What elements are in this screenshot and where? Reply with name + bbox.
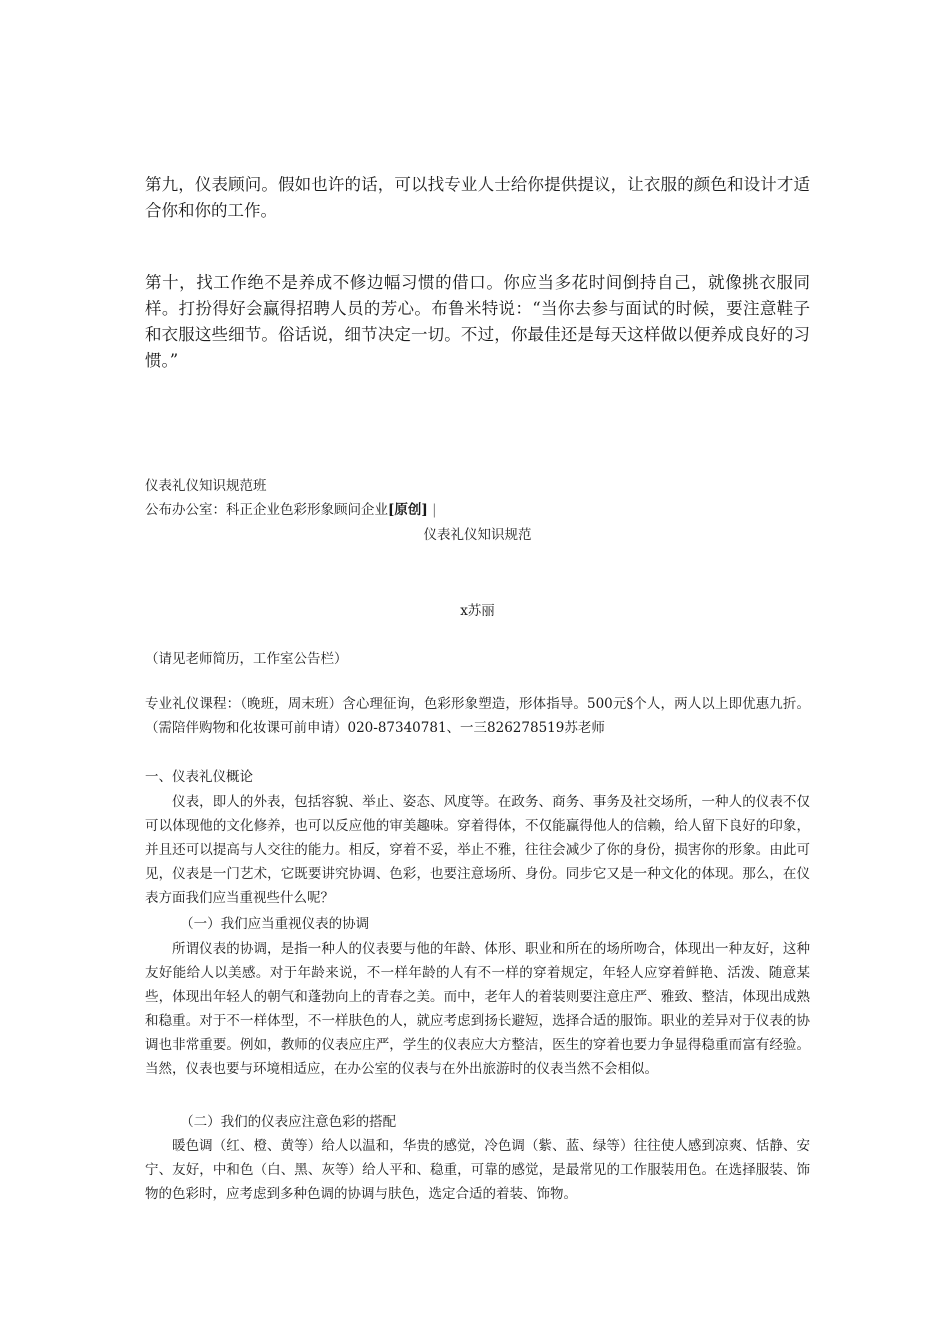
- author: x苏丽: [460, 603, 495, 619]
- publisher-prefix: 公布办公室：科正企业色彩形象顾问企业: [145, 502, 388, 518]
- course-title: 仪表礼仪知识规范班: [145, 478, 267, 494]
- resume-note: （请见老师简历，工作室公告栏）: [145, 651, 348, 667]
- subsection-2-body: 暖色调（红、橙、黄等）给人以温和，华贵的感觉，冷色调（紫、蓝、绿等）往往使人感到凉爽、恬静、安宁、友好，中和色（白、黑、灰等）给人平和、稳重，可靠的感觉，是最常见的工作服装用色。在选择服装、饰物的色彩时，应考虑到多种色调的协调与肤色，选定合适的着装、饰物。: [145, 1138, 810, 1202]
- subsection-1-body: 所谓仪表的协调，是指一种人的仪表要与他的年龄、体形、职业和所在的场所吻合，体现出一种友好，这种友好能给人以美感。对于年龄来说，不一样年龄的人有不一样的穿着规定，年轻人应穿着鲜艳、活泼、随意某些，体现出年轻人的朝气和蓬勃向上的青春之美。而中，老年人的着装则要注意庄严、雅致、整洁，体现出成熟和稳重。对于不一样体型，不一样肤色的人，就应考虑到扬长避短，选择合适的服饰。职业的差异对于仪表的协调也非常重要。例如，教师的仪表应庄严，学生的仪表应大方整洁，医生的穿着也要力争显得稳重而富有经验。当然，仪表也要与环境相适应，在办公室的仪表与在外出旅游时的仪表当然不会相似。: [145, 941, 810, 1077]
- subsection-2-heading: （二）我们的仪表应注意色彩的搭配: [180, 1114, 397, 1130]
- doc-title: 仪表礼仪知识规范: [423, 527, 532, 543]
- section-intro: 仪表，即人的外表，包括容貌、举止、姿态、风度等。在政务、商务、事务及社交场所，一种人的仪表不仅可以体现他的文化修养，也可以反应他的审美趣味。穿着得体，不仅能赢得他人的信赖，给人留下良好的印象，并且还可以提高与人交往的能力。相反，穿着不妥，举止不雅，往往会减少了你的身份，损害你的形象。由此可见，仪表是一门艺术，它既要讲究协调、色彩，也要注意场所、身份。同步它又是一种文化的体现。那么，在仪表方面我们应当重视些什么呢？: [145, 794, 810, 906]
- original-tag[interactable]: [原创]: [388, 502, 428, 518]
- paragraph-tenth: 第十，找工作绝不是养成不修边幅习惯的借口。你应当多花时间倒持自己，就像挑衣服同样。打扮得好会赢得招聘人员的芳心。布鲁米特说：“当你去参与面试的时候，要注意鞋子和衣服这些细节。俗话说，细节决定一切。不过，你最佳还是每天这样做以便养成良好的习惯。”: [145, 273, 810, 370]
- publisher-line: [145, 498, 810, 522]
- paragraph-ninth: 第九，仪表顾问。假如也许的话，可以找专业人士给你提供提议，让衣服的颜色和设计才适合你和你的工作。: [145, 175, 810, 220]
- section-heading: 一、仪表礼仪概论: [145, 769, 253, 785]
- subsection-1-heading: （一）我们应当重视仪表的协调: [180, 916, 370, 932]
- course-info: 专业礼仪课程：（晚班，周末班）含心理征询，色彩形象塑造，形体指导。500元§个人，两人以上即优惠九折。（需陪伴购物和化妆课可前申请）020-87340781、一三826278519苏老师: [145, 696, 810, 736]
- separator: |: [432, 502, 437, 518]
